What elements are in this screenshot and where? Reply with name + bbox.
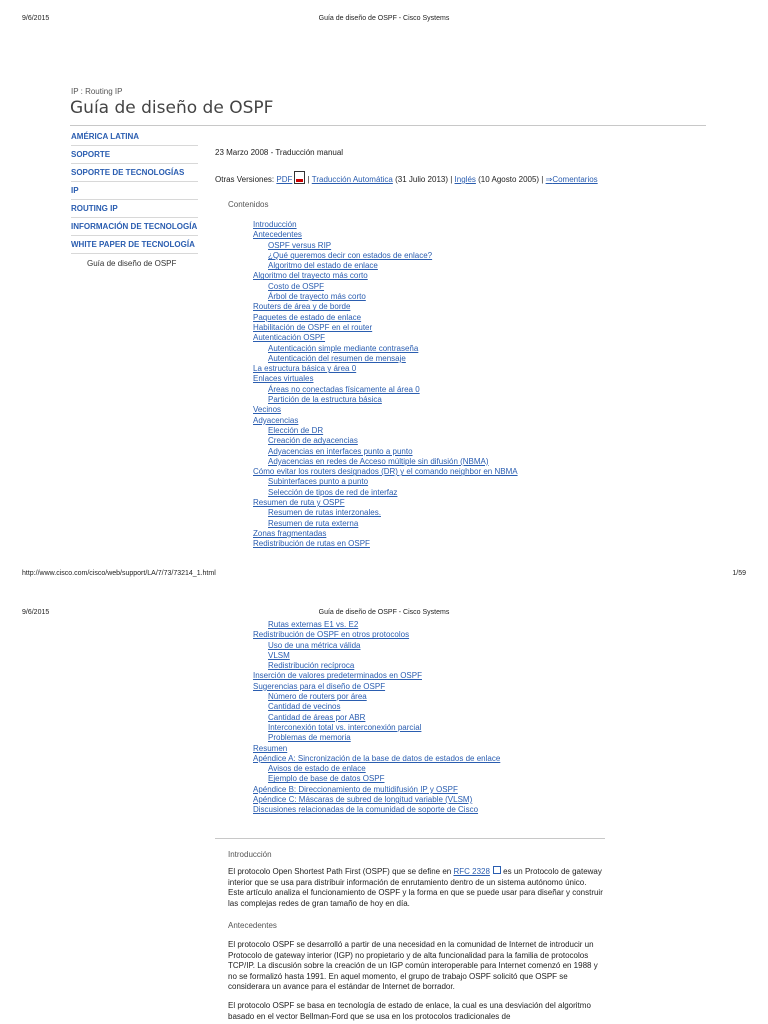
- toc-link[interactable]: Adyacencias: [253, 415, 299, 425]
- toc-link[interactable]: Discusiones relacionadas de la comunidad de soporte de Cisco: [253, 805, 479, 815]
- toc-link[interactable]: Cantidad de áreas por ABR: [268, 712, 366, 722]
- print-title: Guía de diseño de OSPF - Cisco Systems: [318, 15, 450, 22]
- toc-item: [253, 271, 518, 281]
- sidebar-item[interactable]: INFORMACIÓN DE TECNOLOGÍA: [71, 222, 198, 231]
- toc-link[interactable]: Habilitación de OSPF en el router: [253, 322, 373, 332]
- toc-link[interactable]: Ejemplo de base de datos OSPF: [268, 774, 385, 784]
- toc-item: [253, 344, 518, 354]
- footer-url: http://www.cisco.com/cisco/web/support/LA/7/73/73214_1.html: [22, 570, 216, 577]
- toc-link[interactable]: Avisos de estado de enlace: [268, 764, 366, 774]
- contents-heading: Contenidos: [228, 200, 269, 209]
- page-title: Guía de diseño de OSPF: [70, 98, 274, 118]
- toc-link[interactable]: OSPF versus RIP: [268, 240, 332, 250]
- toc-item: [253, 426, 518, 436]
- toc-link[interactable]: Árbol de trayecto más corto: [268, 292, 366, 302]
- toc-link[interactable]: Resumen de ruta externa: [268, 518, 359, 528]
- toc-item: [253, 364, 518, 374]
- toc-link[interactable]: Apéndice A: Sincronización de la base de datos de estados de enlace: [253, 753, 501, 763]
- toc-item: [253, 702, 500, 712]
- intro-heading: Introducción: [228, 850, 272, 859]
- publication-date: 23 Marzo 2008 - Traducción manual: [215, 148, 344, 157]
- comments-icon[interactable]: ⇒: [545, 175, 553, 184]
- print-title-2: Guía de diseño de OSPF - Cisco Systems: [318, 609, 450, 616]
- toc-link[interactable]: Sugerencias para el diseño de OSPF: [253, 681, 386, 691]
- toc-link[interactable]: Áreas no conectadas físicamente al área 0: [268, 384, 420, 394]
- toc-link[interactable]: Redistribución recíproca: [268, 661, 355, 671]
- table-of-contents: [253, 220, 518, 550]
- toc-link[interactable]: Número de routers por área: [268, 692, 367, 702]
- toc-link[interactable]: Selección de tipos de red de interfaz: [268, 487, 398, 497]
- toc-item: [253, 302, 518, 312]
- table-of-contents-continued: [253, 620, 500, 816]
- toc-link[interactable]: Paquetes de estado de enlace: [253, 312, 362, 322]
- toc-link[interactable]: Redistribución de rutas en OSPF: [253, 539, 370, 549]
- print-date: 9/6/2015: [22, 15, 50, 22]
- toc-item: [253, 261, 518, 271]
- toc-item: [253, 661, 500, 671]
- breadcrumb[interactable]: IP : Routing IP: [71, 87, 123, 96]
- background-heading: Antecedentes: [228, 921, 277, 930]
- toc-link[interactable]: Problemas de memoria: [268, 733, 351, 743]
- sidebar-item[interactable]: WHITE PAPER DE TECNOLOGÍA: [71, 240, 195, 249]
- toc-item: [253, 498, 518, 508]
- toc-link[interactable]: VLSM: [268, 650, 290, 660]
- toc-item: [253, 354, 518, 364]
- toc-link[interactable]: Zonas fragmentadas: [253, 528, 327, 538]
- sidebar-item[interactable]: SOPORTE DE TECNOLOGÍAS: [71, 168, 185, 177]
- sidebar: [71, 128, 198, 268]
- english-date: (10 Agosto 2005) |: [478, 175, 546, 184]
- toc-item: [253, 385, 518, 395]
- toc-item: [253, 436, 518, 446]
- toc-link[interactable]: Antecedentes: [253, 230, 302, 240]
- toc-item: [253, 682, 500, 692]
- auto-translation-link[interactable]: Traducción Automática: [311, 175, 393, 184]
- background-paragraph-2: El protocolo OSPF se basa en tecnología de estado de enlace, la cual es una desviación del algoritmo basado en el vector Bellman-Ford que se usa en los protocolos tradicionales de: [228, 1001, 591, 1021]
- toc-item: [253, 292, 518, 302]
- toc-item: [253, 374, 518, 384]
- toc-item: [253, 447, 518, 457]
- toc-item: [253, 251, 518, 261]
- toc-link[interactable]: Inserción de valores predeterminados en OSPF: [253, 671, 422, 681]
- toc-link[interactable]: Elección de DR: [268, 425, 324, 435]
- sidebar-item[interactable]: SOPORTE: [71, 150, 111, 159]
- comments-link[interactable]: Comentarios: [552, 175, 598, 184]
- toc-item: [253, 313, 518, 323]
- toc-item: [253, 477, 518, 487]
- other-versions-label: Otras Versiones:: [215, 175, 275, 184]
- pdf-icon[interactable]: [294, 171, 305, 184]
- toc-link[interactable]: Vecinos: [253, 405, 282, 415]
- title-divider: [70, 125, 706, 126]
- toc-link[interactable]: Partición de la estructura básica: [268, 395, 382, 405]
- toc-item: [253, 723, 500, 733]
- toc-link[interactable]: Redistribución de OSPF en otros protocolos: [253, 630, 410, 640]
- toc-item: [253, 416, 518, 426]
- toc-link[interactable]: Routers de área y de borde: [253, 302, 351, 312]
- toc-item: [253, 713, 500, 723]
- background-paragraph-1: El protocolo OSPF se desarrolló a partir de una necesidad en la comunidad de Internet de introducir un Protocolo de gateway interior (IGP) no propietario y de alta funcionalidad para la familia de protocolos TCP/IP. La discusión sobre la creación de un IGP común interoperable para Internet comenzó en 1988 y no se formalizó hasta 1991. En aquel momento, el grupo de trabajo OSPF solicitó que OSPF se considerara un avance para el estándar de Internet de borrador.: [228, 940, 598, 991]
- toc-link[interactable]: Introducción: [253, 220, 297, 229]
- toc-item: [253, 805, 500, 815]
- toc-link[interactable]: ¿Qué queremos decir con estados de enlace?: [268, 250, 433, 260]
- external-link-icon[interactable]: [493, 866, 501, 874]
- toc-item: [253, 733, 500, 743]
- toc-item: [253, 785, 500, 795]
- intro-text-before: El protocolo Open Shortest Path First (OSPF) que se define en: [228, 867, 454, 876]
- toc-link[interactable]: Interconexión total vs. interconexión parcial: [268, 722, 422, 732]
- toc-link[interactable]: Enlaces virtuales: [253, 374, 314, 384]
- toc-link[interactable]: Resumen de rutas interzonales.: [268, 508, 381, 518]
- toc-link[interactable]: Autenticación simple mediante contraseña: [268, 343, 419, 353]
- toc-item: [253, 488, 518, 498]
- toc-item: [253, 754, 500, 764]
- toc-link[interactable]: La estructura básica y área 0: [253, 364, 357, 374]
- intro-paragraph: [228, 866, 604, 909]
- toc-item: [253, 323, 518, 333]
- toc-item: [253, 774, 500, 784]
- toc-item: [253, 692, 500, 702]
- toc-item: [253, 795, 500, 805]
- toc-item: [253, 220, 518, 230]
- toc-item: [253, 529, 518, 539]
- toc-link[interactable]: Uso de una métrica válida: [268, 640, 361, 650]
- toc-item: [253, 405, 518, 415]
- toc-link[interactable]: Cómo evitar los routers designados (DR) y el comando neighbor en NBMA: [253, 467, 518, 477]
- toc-link[interactable]: Rutas externas E1 vs. E2: [268, 620, 359, 629]
- toc-link[interactable]: Algoritmo del estado de enlace: [268, 261, 378, 271]
- toc-link[interactable]: Resumen de ruta y OSPF: [253, 498, 345, 508]
- toc-link[interactable]: Algoritmo del trayecto más corto: [253, 271, 368, 281]
- toc-item: [253, 671, 500, 681]
- print-date-2: 9/6/2015: [22, 609, 50, 616]
- intro-text-after: es un Protocolo de gateway interior que se usa para distribuir información de enrutamiento dentro de un sistema autónomo único. Este artículo analiza el funcionamiento de OSPF y la forma en que se puede usar para diseñar y construir las complejas redes de gran tamaño de hoy en día.: [228, 867, 603, 908]
- toc-link[interactable]: Resumen: [253, 743, 288, 753]
- toc-item: [253, 630, 500, 640]
- toc-link[interactable]: Autenticación OSPF: [253, 333, 326, 343]
- toc-item: [253, 457, 518, 467]
- sidebar-item[interactable]: IP: [71, 186, 79, 195]
- toc-item: [253, 230, 518, 240]
- toc-link[interactable]: Cantidad de vecinos: [268, 702, 341, 712]
- toc-link[interactable]: Subinterfaces punto a punto: [268, 477, 369, 487]
- toc-link[interactable]: Adyacencias en interfaces punto a punto: [268, 446, 413, 456]
- toc-link[interactable]: Autenticación del resumen de mensaje: [268, 353, 406, 363]
- toc-item: [253, 519, 518, 529]
- toc-link[interactable]: Adyacencias en redes de Acceso múltiple sin difusión (NBMA): [268, 456, 489, 466]
- toc-item: [253, 333, 518, 343]
- toc-item: [253, 620, 500, 630]
- toc-item: [253, 467, 518, 477]
- auto-translation-date: (31 Julio 2013) |: [395, 175, 453, 184]
- toc-link[interactable]: Apéndice B: Direccionamiento de multidifusión IP y OSPF: [253, 784, 458, 794]
- contents-divider: [215, 838, 605, 839]
- other-versions: Otras Versiones: PDF | Traducción Automática (31 Julio 2013) | Inglés (10 Agosto 2005) | ⇒Comentarios: [215, 171, 598, 184]
- sidebar-current-page: Guía de diseño de OSPF: [87, 259, 177, 268]
- sidebar-item[interactable]: AMÉRICA LATINA: [71, 132, 139, 141]
- english-link[interactable]: Inglés: [454, 175, 476, 184]
- sidebar-item[interactable]: ROUTING IP: [71, 204, 118, 213]
- toc-item: [253, 641, 500, 651]
- toc-item: [253, 395, 518, 405]
- toc-item: [253, 651, 500, 661]
- toc-link[interactable]: Creación de adyacencias: [268, 436, 358, 446]
- toc-item: [253, 508, 518, 518]
- toc-item: [253, 539, 518, 549]
- rfc-link[interactable]: RFC 2328: [453, 867, 490, 876]
- footer-page-number: 1/59: [732, 570, 746, 577]
- toc-link[interactable]: Costo de OSPF: [268, 281, 325, 291]
- toc-item: [253, 764, 500, 774]
- toc-item: [253, 282, 518, 292]
- toc-item: [253, 744, 500, 754]
- toc-link[interactable]: Apéndice C: Máscaras de subred de longitud variable (VLSM): [253, 795, 473, 805]
- toc-item: [253, 241, 518, 251]
- pdf-link[interactable]: PDF: [276, 175, 293, 184]
